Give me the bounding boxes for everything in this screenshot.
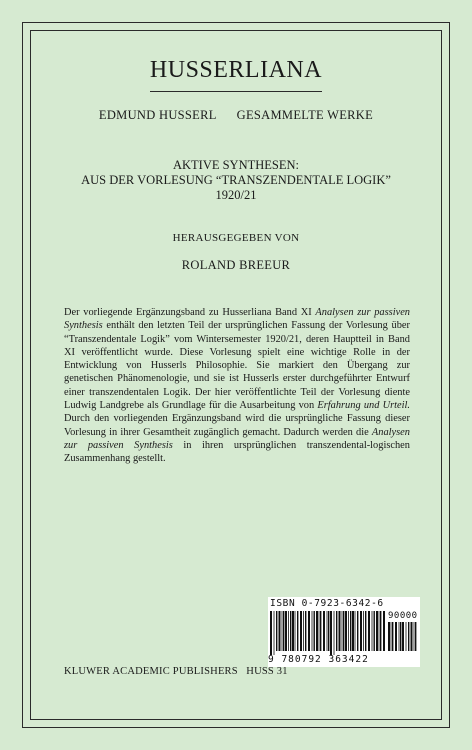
barcode (268, 597, 420, 667)
publisher-name: KLUWER ACADEMIC PUBLISHERS (64, 666, 238, 677)
blurb-text: Der vorliegende Ergänzungsband zu Husserliana Band XI Analysen zur passiven Synthesis enthält den letzten Teil der ursprünglichen Fassung der Vorlesung über “Transzendentale Logik” vom Wintersemester 1920/21, deren Hauptteil in Band XI veröffentlicht wurde. Diese Vorlesung spielt eine wichtige Rolle in der Entwicklung von Husserls Philosophie. Sie markiert den Übergang zur genetischen Phänomenologie, und sie ist Husserls erster durchgeführter Entwurf einer transzendentalen Logik. Der hier veröffentlichte Teil der Vorlesung diente Ludwig Landgrebe als Grundlage für die Ausarbeitung von Erfahrung und Urteil. Durch den vorliegenden Ergänzungsband wird die ursprüngliche Fassung dieser Vorlesung in ihrer Gesamtheit zugänglich gemacht. Dadurch werden die Analysen zur passiven Synthesis in ihren ursprünglichen transzendental-logischen Zusammenhang gestellt. (64, 307, 410, 465)
series-code: HUSS 31 (246, 666, 288, 677)
series-title: HUSSERLIANA (149, 57, 323, 83)
title-line: AUS DER VORLESUNG “TRANSZENDENTALE LOGIK” (81, 173, 391, 187)
title-rule (150, 91, 322, 92)
title-line: 1920/21 (215, 188, 257, 202)
editor-name: ROLAND BREEUR (181, 258, 291, 272)
addon-barcode-bars (388, 622, 418, 655)
publisher-line (64, 666, 288, 677)
title-line: AKTIVE SYNTHESEN: (172, 158, 300, 172)
addon-digits: 90000 (388, 611, 418, 621)
author-line (0, 108, 472, 123)
ean-digits: 9 780792 363422 (268, 654, 369, 665)
collection-name: GESAMMELTE WERKE (236, 108, 374, 122)
editor-label: HERAUSGEGEBEN VON (172, 232, 300, 244)
barcode-bars (270, 611, 386, 655)
isbn-number: ISBN 0-7923-6342-6 (270, 598, 384, 609)
author-name: EDMUND HUSSERL (98, 108, 217, 122)
book-title (0, 158, 472, 203)
